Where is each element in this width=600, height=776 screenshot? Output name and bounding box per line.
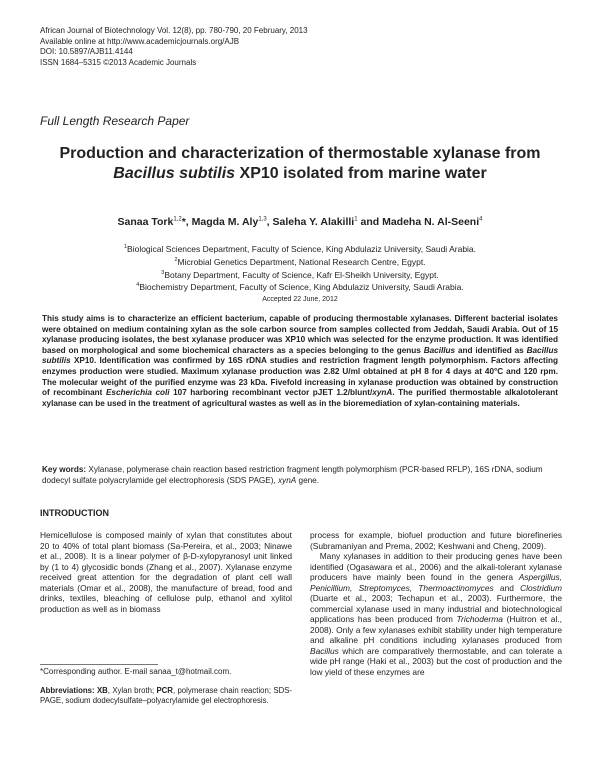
doi: DOI: 10.5897/AJB11.4144 bbox=[40, 47, 133, 56]
intro-column-right bbox=[310, 530, 562, 677]
author-name: Magda M. Aly bbox=[191, 216, 259, 228]
intro-text: which are comparatively thermostable, and can tolerate a wide pH range (Haki et al., 2003) but the cost of production and the low yield of these enzymes are bbox=[310, 645, 562, 677]
author-name: Sanaa Tork bbox=[117, 216, 174, 228]
keywords-label: Key words: bbox=[42, 465, 87, 474]
abbreviation-term: PCR bbox=[156, 686, 173, 695]
availability-url[interactable]: Available online at http://www.academicjournals.org/AJB bbox=[40, 36, 240, 46]
keywords-italic: xynA bbox=[278, 475, 297, 485]
abstract-text: . The purified thermostable alkalotolerant xylanase can be used in the treatment of agricultural wastes as well as in the bioremediation of xylan-containing materials. bbox=[42, 388, 558, 408]
abbreviations bbox=[40, 686, 292, 706]
abbreviation-text: , Xylan broth; bbox=[107, 686, 157, 695]
intro-italic: Trichoderma bbox=[456, 614, 503, 624]
author-sup: 1 bbox=[354, 216, 358, 223]
journal-header bbox=[40, 26, 308, 68]
author-sep: , bbox=[266, 216, 273, 228]
intro-paragraph: Hemicellulose is composed mainly of xylan that constitutes about 20 to 40% of total plant biomass (Sa-Pereira, et al., 2003; Ninawe et al., 2008). It is a linear polymer of β-D-xylopyranosyl unit linked by (1 to 4) glycosidic bonds (Zhang et al., 2007). Xylanase enzyme received great attention for the degradation of plant cell wall materials (Omar et al., 2008), the manufacture of bread, food and drinks, textiles, bleaching of cellulose pulp, ethanol and xylitol production as well as in biomass bbox=[40, 530, 292, 614]
abbreviation-text: , polymerase chain reaction; SDS-PAGE, sodium dodecylsulfate–polyacrylamide gel electrophoresis. bbox=[40, 686, 292, 705]
affiliation bbox=[40, 268, 560, 281]
intro-italic: Clostridium bbox=[520, 582, 562, 593]
abstract-italic: xynA bbox=[372, 388, 393, 398]
intro-text: (Duarte et al., 2003; Techapun et al., 2003). Furthermore, the commercial xylanase used in many industrial and biotechnological applications has been produced from bbox=[310, 593, 562, 624]
affiliation-text: Biochemistry Department, Faculty of Science, King Abdulaziz University, Saudi Arabia. bbox=[139, 282, 464, 293]
title-part1: Production and characterization of thermostable xylanase from bbox=[59, 145, 541, 162]
abstract-italic: Bacillus bbox=[423, 345, 456, 355]
author-name: Madeha N. Al-Seeni bbox=[382, 216, 480, 228]
paper-title bbox=[50, 144, 550, 184]
author-sep: *, bbox=[181, 216, 192, 228]
author-sup: 4 bbox=[479, 216, 483, 223]
abstract-text: and identified as bbox=[455, 345, 527, 355]
abstract bbox=[42, 314, 558, 409]
abstract-italic: Escherichia coli bbox=[105, 388, 170, 398]
author-sep: and bbox=[357, 216, 383, 228]
author-sup: 1,3 bbox=[258, 216, 267, 223]
intro-text: (Huitron et al., 2008). Only a few xylanases exhibit stability under high temperature and alkaline pH conditions including xylanases produced from bbox=[310, 614, 562, 645]
intro-text: Many xylanases in addition to their producing genes have been identified (Ogasawara et al., 2006) and the alkali-tolerant xylanase producers have mainly been found in the genera bbox=[310, 551, 562, 582]
affiliation bbox=[40, 255, 560, 268]
author-name: Saleha Y. Alakilli bbox=[272, 216, 355, 228]
intro-column-left bbox=[40, 530, 292, 614]
affiliation bbox=[40, 280, 560, 293]
keywords-end: gene. bbox=[296, 475, 319, 485]
author-list bbox=[40, 216, 560, 228]
keywords-text: Xylanase, polymerase chain reaction based restriction fragment length polymorphism (PCR-based RFLP), 16S rDNA, sodium dodecyl sulfate polyacrylamide gel electrophoresis (SDS PAGE), bbox=[42, 465, 543, 485]
affiliation-sup: 2 bbox=[174, 256, 178, 263]
section-heading-introduction: INTRODUCTION bbox=[40, 508, 109, 518]
keywords bbox=[42, 465, 558, 486]
abstract-text: XP10. Identification was confirmed by 16S rDNA studies and restriction fragment length polymorphism. Factors affecting enzymes production were studied. Maximum xylanase production was 2.82 U/ml obtained at pH 8 for 4 days at 40°C and 120 rpm. The molecular weight of the purified enzyme was 23 kDa. Fivefold increasing in xylanase production was obtained by construction of recombinant bbox=[42, 356, 558, 398]
title-part2: XP10 isolated from marine water bbox=[235, 165, 487, 182]
paper-type: Full Length Research Paper bbox=[40, 114, 190, 128]
intro-italic: Aspergillus, Penicillium, Streptomyces, Thermoactinomyces bbox=[310, 572, 562, 593]
abstract-text: 107 harboring recombinant vector pJET 1.2/blunt/ bbox=[169, 388, 373, 398]
intro-italic: Bacillus bbox=[310, 645, 339, 656]
affiliation-text: Botany Department, Faculty of Science, Kafr El-Sheikh University, Egypt. bbox=[164, 269, 439, 280]
abbreviation-term: XB bbox=[96, 686, 108, 695]
affiliation-sup: 1 bbox=[123, 244, 128, 250]
issn: ISSN 1684–5315 ©2013 Academic Journals bbox=[40, 57, 197, 67]
affiliation-sup: 3 bbox=[161, 269, 165, 276]
accepted-date: Accepted 22 June, 2012 bbox=[262, 296, 338, 303]
footnote-divider bbox=[40, 664, 158, 665]
affiliation-sup: 4 bbox=[136, 282, 140, 289]
affiliation bbox=[40, 242, 560, 255]
title-italic: Bacillus subtilis bbox=[113, 165, 236, 182]
abbreviations-label: Abbreviations: bbox=[40, 686, 95, 695]
affiliation-text: Biological Sciences Department, Faculty of Science, King Abdulaziz University, Saudi Arabia. bbox=[127, 243, 477, 254]
intro-paragraph bbox=[310, 551, 562, 677]
journal-citation: African Journal of Biotechnology Vol. 12(8), pp. 780-790, 20 February, 2013 bbox=[40, 26, 308, 35]
affiliation-text: Microbial Genetics Department, National Research Centre, Egypt. bbox=[177, 256, 426, 267]
intro-text: and bbox=[493, 582, 521, 593]
corresponding-author: *Corresponding author. E-mail sanaa_t@hotmail.com. bbox=[40, 667, 232, 676]
abstract-italic: Bacillus subtilis bbox=[42, 345, 558, 366]
intro-paragraph: process for example, biofuel production and future biorefineries (Subramaniyan and Prema, 2002; Keshwani and Cheng, 2009). bbox=[310, 530, 562, 551]
affiliations bbox=[40, 242, 560, 293]
abstract-text: This study aims is to characterize an efficient bacterium, capable of producing thermostable xylanases. Different bacterial isolates were obtained on medium containing xylan as the sole carbon source from samples collected from Jeddah, Saudi Arabia. Out of 15 xylanase producing isolates, the best xylanase producer was XP10 which was selected for the enzyme production. It was identified based on morphological and some biochemical characters as a species belonging to the genus bbox=[42, 314, 558, 355]
author-sup: 1,2 bbox=[173, 216, 182, 223]
